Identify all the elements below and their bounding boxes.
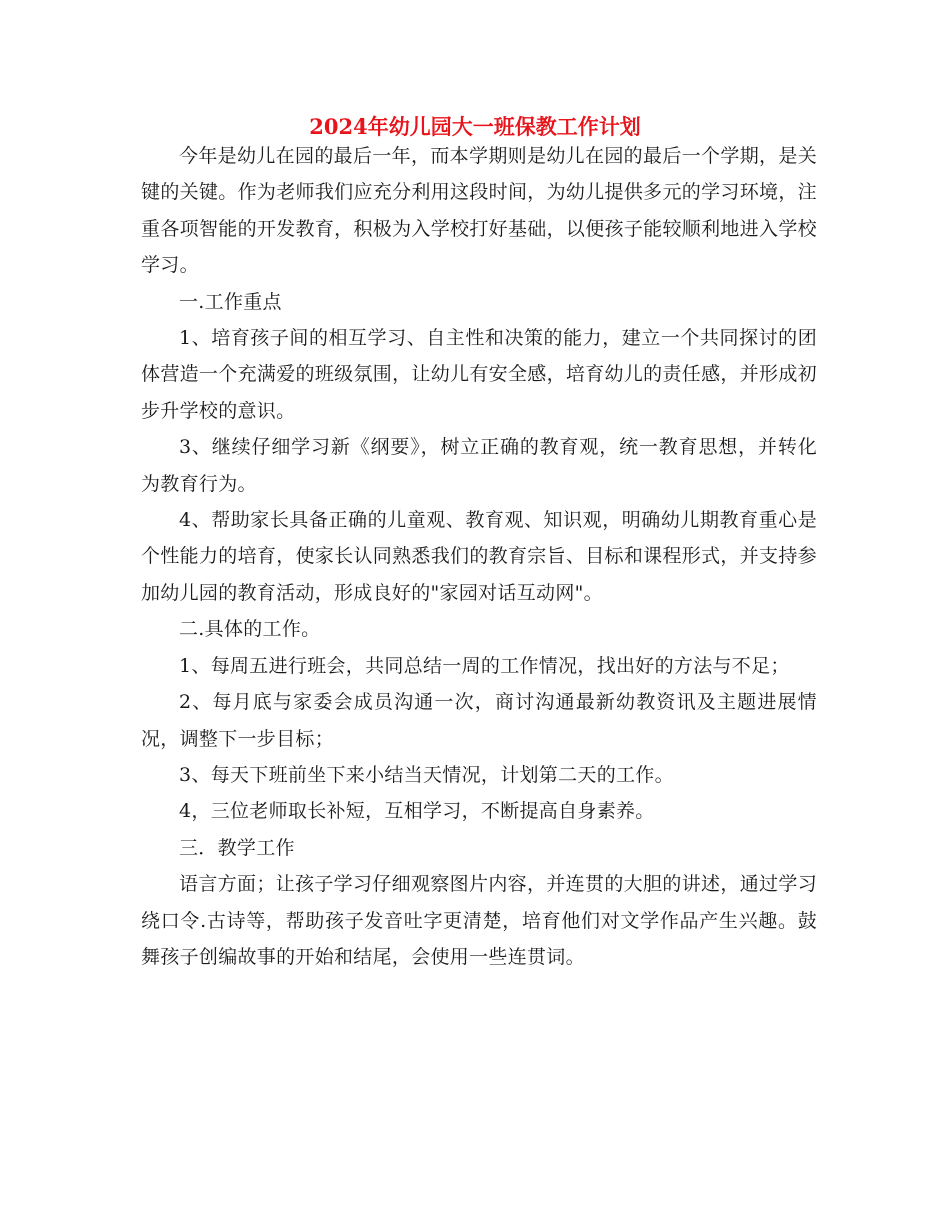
section-heading-specific-work: 二.具体的工作。 (179, 618, 321, 641)
section-heading-work-focus: 一.工作重点 (179, 290, 282, 313)
paragraph-specific-item-3: 3、每天下班前坐下来小结当天情况，计划第二天的工作。 (179, 763, 674, 786)
paragraph-language: 语言方面；让孩子学习仔细观察图片内容，并连贯的大胆的讲述，通过学习绕口令.古诗等，帮助孩子发音吐字更清楚，培育他们对文学作品产生兴趣。鼓舞孩子创编故事的开始和结尾，会使用一些连贯词。 (141, 873, 817, 968)
paragraph-intro: 今年是幼儿在园的最后一年，而本学期则是幼儿在园的最后一个学期，是关键的关键。作为老师我们应充分利用这段时间，为幼儿提供多元的学习环境，注重各项智能的开发教育，积极为入学校打好基础，以便孩子能较顺利地进入学校学习。 (141, 145, 817, 277)
section-heading-teaching-work: 三．教学工作 (179, 836, 295, 859)
paragraph-focus-item-1: 1、培育孩子间的相互学习、自主性和决策的能力，建立一个共同探讨的团体营造一个充满爱的班级氛围，让幼儿有安全感，培育幼儿的责任感，并形成初步升学校的意识。 (141, 327, 817, 422)
document-title: 2024年幼儿园大一班保教工作计划 (309, 114, 641, 139)
paragraph-specific-item-4: 4，三位老师取长补短，互相学习，不断提高自身素养。 (179, 800, 655, 823)
paragraph-focus-item-3: 3、继续仔细学习新《纲要》，树立正确的教育观，统一教育思想，并转化为教育行为。 (141, 436, 817, 495)
paragraph-specific-item-1: 1、每周五进行班会，共同总结一周的工作情况，找出好的方法与不足； (179, 654, 790, 677)
paragraph-specific-item-2: 2、每月底与家委会成员沟通一次，商讨沟通最新幼教资讯及主题进展情况，调整下一步目标； (141, 691, 817, 750)
paragraph-focus-item-4: 4、帮助家长具备正确的儿童观、教育观、知识观，明确幼儿期教育重心是个性能力的培育，使家长认同熟悉我们的教育宗旨、目标和课程形式，并支持参加幼儿园的教育活动，形成良好的"家园对话互动网"。 (141, 509, 817, 604)
document-body (141, 138, 817, 975)
